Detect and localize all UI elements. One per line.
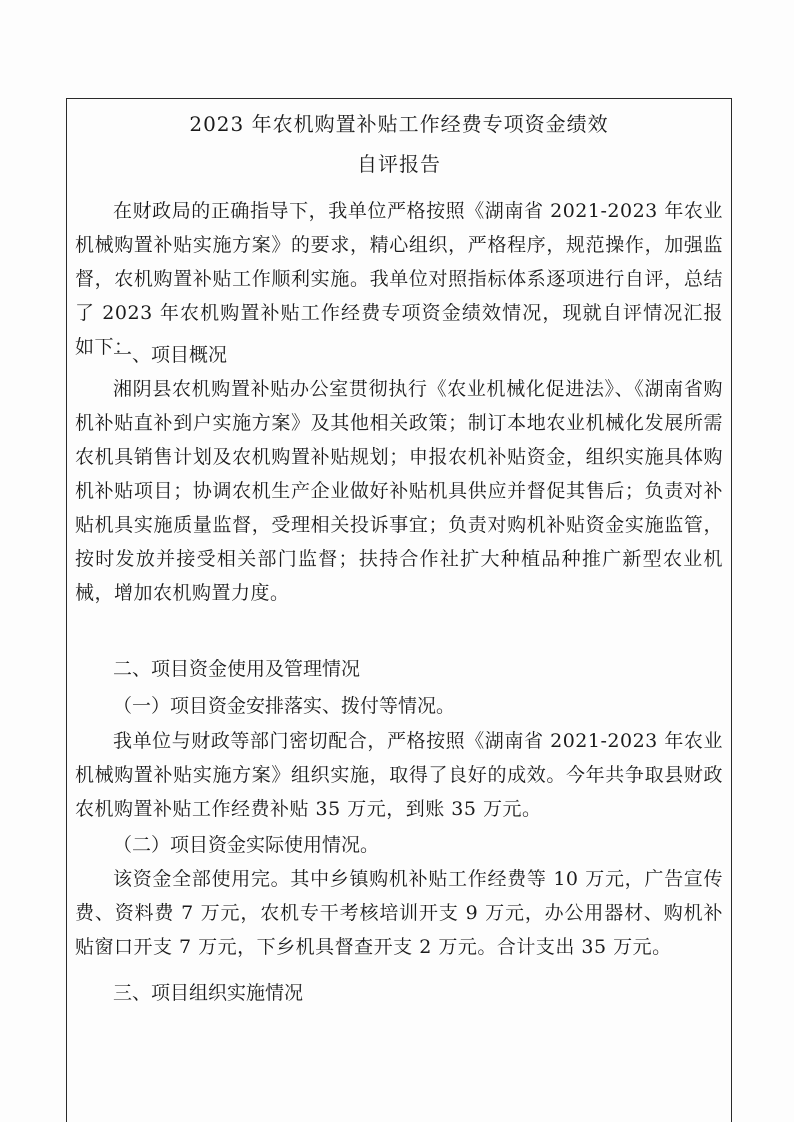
report-title-line2: 自评报告 (357, 152, 441, 176)
section1-body: 湘阴县农机购置补贴办公室贯彻执行《农业机械化促进法》、《湖南省购机补贴直补到户实施方案》及其他相关政策；制订本地农业机械化发展所需农机具销售计划及农机购置补贴规划；申报农机补贴资金，组织实施具体购机补贴项目；协调农机生产企业做好补贴机具供应并督促其售后；负责对补贴机具实施质量监督，受理相关投诉事宜；负责对购机补贴资金实施监管，按时发放并接受相关部门监督；扶持合作社扩大种植品种推广新型农业机械，增加农机购置力度。 (75, 378, 723, 604)
subsection1-body: 我单位与财政等部门密切配合，严格按照《湖南省 2021-2023 年农业机械购置补贴实施方案》组织实施，取得了良好的成效。今年共争取县财政农机购置补贴工作经费补贴 35 万元，到账 35 万元。 (75, 730, 723, 820)
section1-heading: 一、项目概况 (113, 344, 228, 366)
subsection2-heading: （二）项目资金实际使用情况。 (113, 834, 380, 856)
subsection2-body: 该资金全部使用完。其中乡镇购机补贴工作经费等 10 万元，广告宣传费、资料费 7 万元，农机专干考核培训开支 9 万元，办公用器材、购机补贴窗口开支 7 万元，下乡机具督查开支 2 万元。合计支出 35 万元。 (75, 868, 723, 958)
report-title-line1: 2023 年农机购置补贴工作经费专项资金绩效 (189, 112, 609, 136)
subsection1-heading: （一）项目资金安排落实、拨付等情况。 (113, 695, 456, 717)
intro-paragraph: 在财政局的正确指导下，我单位严格按照《湖南省 2021-2023 年农业机械购置补贴实施方案》的要求，精心组织，严格程序，规范操作，加强监督，农机购置补贴工作顺利实施。我单位对照指标体系逐项进行自评，总结了 2023 年农机购置补贴工作经费专项资金绩效情况，现就自评情况汇报如下： (75, 200, 723, 358)
section2-heading: 二、项目资金使用及管理情况 (113, 658, 361, 680)
section3-heading: 三、项目组织实施情况 (113, 982, 304, 1004)
